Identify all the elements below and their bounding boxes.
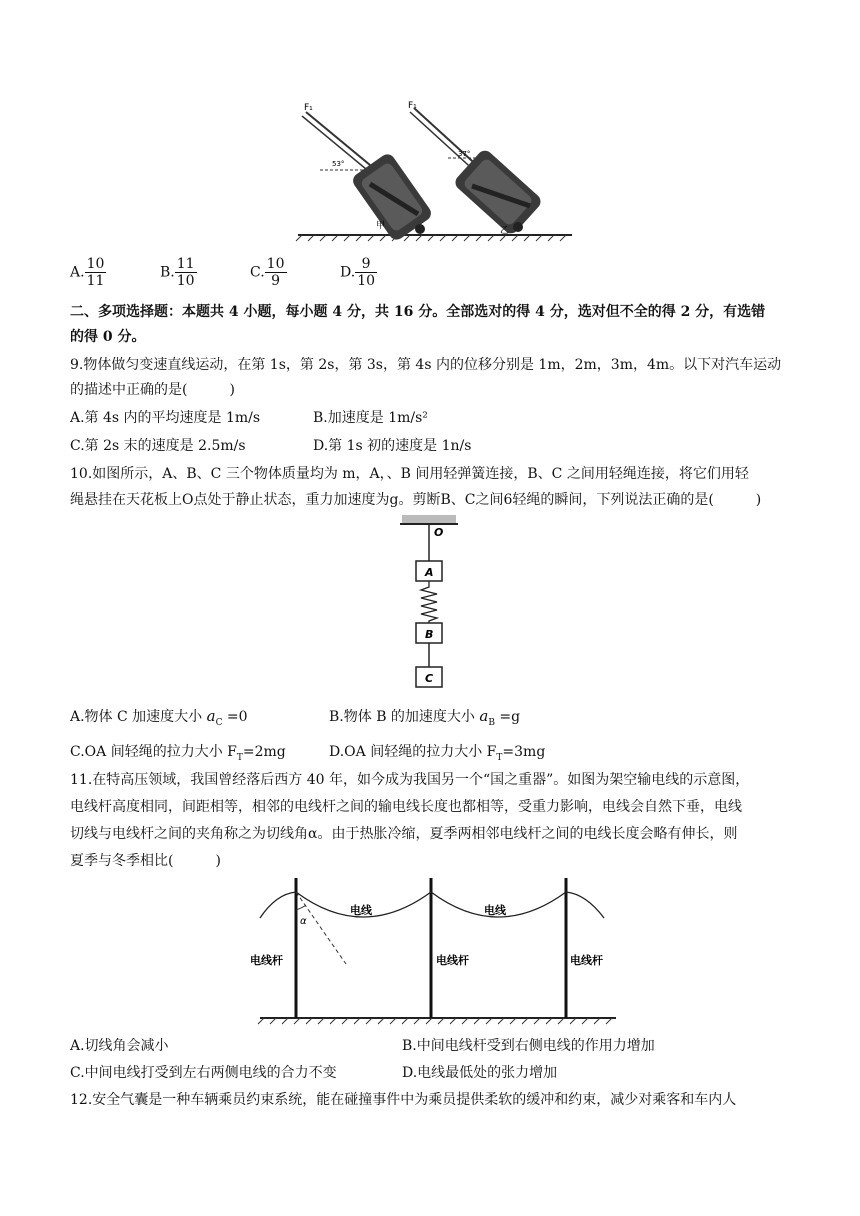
fraction: $\frac{9}{10}$	[357, 256, 376, 289]
q10-stem-line1: 10.如图所示，A、B、C 三个物体质量均为 m，A，、B 间用轻弹簧连接，B、C 之间用轻绳连接，将它们用轻	[70, 466, 749, 482]
q8-option-a[interactable]: A. $\frac{10}{11}$	[70, 256, 105, 289]
q9-option-d[interactable]: D.第 1s 初的速度是 1n/s	[313, 438, 472, 454]
block-c-label: C	[425, 672, 434, 685]
q11-option-d[interactable]: D.电线最低处的张力增加	[402, 1065, 558, 1081]
q11-stem-line2: 电线杆高度相同，间距相等，相邻的电线杆之间的输电线长度也都相等，受重力影响，电线会自然下垂，电线	[70, 799, 742, 815]
q9-option-a[interactable]: A.第 4s 内的平均速度是 1m/s	[70, 410, 261, 426]
block-a-label: A	[425, 566, 434, 579]
alpha-label: α	[300, 916, 307, 927]
fraction: $\frac{10}{11}$	[86, 256, 105, 289]
q8-option-d[interactable]: D. $\frac{9}{10}$	[340, 256, 376, 289]
spring-blocks-figure	[396, 515, 462, 693]
pole-label-2: 电线杆	[436, 954, 469, 967]
pole-label-1: 电线杆	[250, 954, 283, 967]
q11-option-a[interactable]: A.切线角会减小	[70, 1038, 169, 1054]
block-b-label: B	[425, 628, 434, 641]
section2-header-line1: 二、多项选择题：本题共 4 小题，每小题 4 分，共 16 分。全部选对的得 4 分，选对但不全的得 2 分，有选错	[70, 304, 766, 320]
suitcase-left	[302, 112, 434, 242]
f1-right-label: F₁	[408, 101, 417, 111]
q11-option-b[interactable]: B.中间电线杆受到右侧电线的作用力增加	[402, 1038, 655, 1054]
suitcase-figure	[290, 96, 580, 242]
q11-stem-line4: 夏季与冬季相比( )	[70, 853, 221, 869]
label-yi: 乙	[500, 226, 510, 236]
wire-label-2: 电线	[484, 904, 506, 917]
angle-left-label: 53°	[332, 160, 345, 168]
label-jia: 甲	[376, 221, 386, 231]
q9-stem-line2: 的描述中正确的是( )	[70, 382, 235, 398]
q10-option-a[interactable]: A.物体 C 加速度大小 $a_C =0$	[70, 707, 248, 728]
fraction: $\frac{11}{10}$	[176, 256, 195, 289]
power-line-figure	[246, 872, 626, 1030]
q9-option-c[interactable]: C.第 2s 末的速度是 2.5m/s	[70, 438, 246, 454]
q10-option-b[interactable]: B.物体 B 的加速度大小 $a_B =g$	[329, 707, 521, 728]
q11-option-c[interactable]: C.中间电线打受到左右两侧电线的合力不变	[70, 1065, 337, 1081]
q12-stem-line1: 12.安全气囊是一种车辆乘员约束系统，能在碰撞事件中为乘员提供柔软的缓冲和约束，减少对乘客和车内人	[70, 1092, 737, 1108]
q10-stem-line2: 绳悬挂在天花板上O点处于静止状态，重力加速度为g。剪断B、C之间6轻绳的瞬间，下列说法正确的是( )	[70, 492, 762, 508]
f1-left-label: F₁	[304, 103, 313, 113]
pole-label-3: 电线杆	[570, 954, 603, 967]
angle-right-label: 37°	[458, 150, 471, 158]
q9-stem-line1: 9.物体做匀变速直线运动，在第 1s，第 2s，第 3s，第 4s 内的位移分别是 1m，2m，3m，4m。以下对汽车运动	[70, 357, 782, 373]
fraction: $\frac{10}{9}$	[266, 256, 285, 289]
q9-option-b[interactable]: B.加速度是 1m/s²	[313, 410, 428, 426]
point-o-label: O	[434, 526, 444, 539]
q11-stem-line3: 切线与电线杆之间的夹角称之为切线角α。由于热胀冷缩，夏季两相邻电线杆之间的电线长度会略有伸长，则	[70, 826, 738, 842]
q10-option-d[interactable]: D.OA 间轻绳的拉力大小 $F_T=3mg$	[329, 744, 546, 763]
q8-option-c[interactable]: C. $\frac{10}{9}$	[250, 256, 285, 289]
q8-option-b[interactable]: B. $\frac{11}{10}$	[160, 256, 195, 289]
q11-stem-line1: 11.在特高压领域，我国曾经落后西方 40 年，如今成为我国另一个“国之重器”。如图为架空输电线的示意图，	[70, 772, 750, 788]
section2-header-line2: 的得 0 分。	[70, 329, 146, 345]
q10-option-c[interactable]: C.OA 间轻绳的拉力大小 $F_T=2mg$	[70, 744, 286, 763]
wire-label-1: 电线	[350, 904, 372, 917]
suitcase-right	[410, 108, 544, 237]
